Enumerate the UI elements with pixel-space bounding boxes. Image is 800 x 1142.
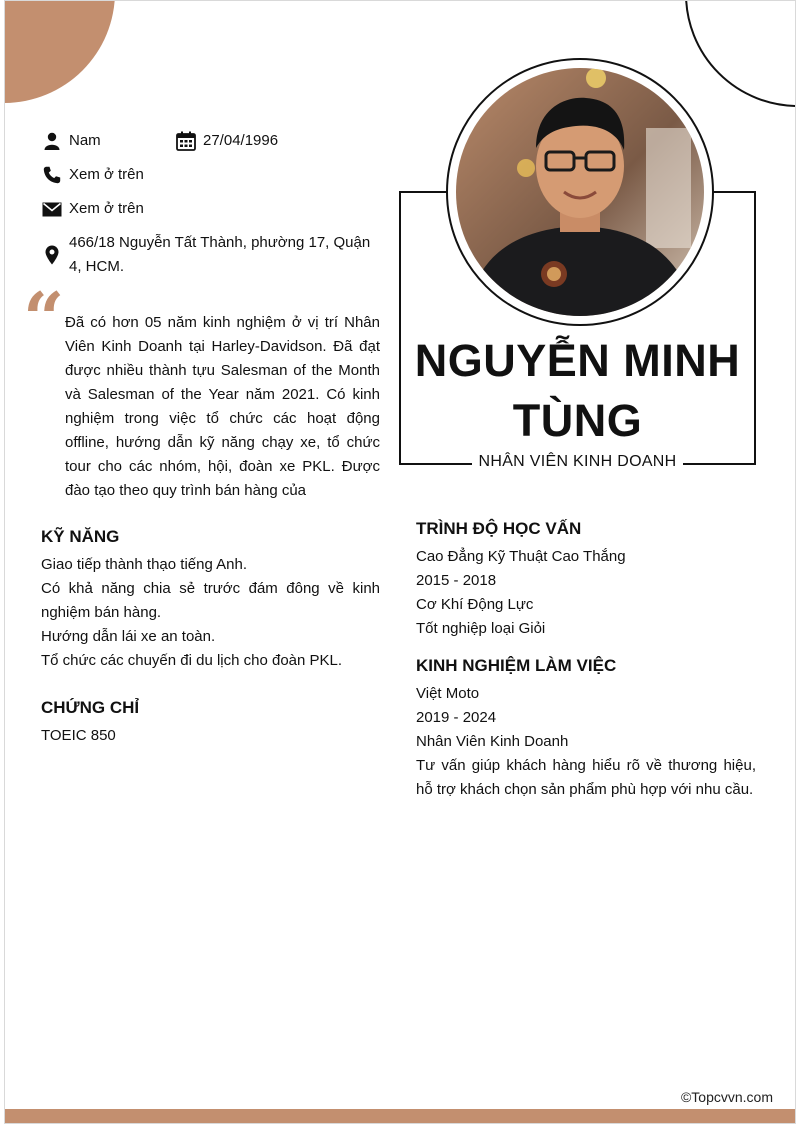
address-text: 466/18 Nguyễn Tất Thành, phường 17, Quận 4, HCM. — [69, 234, 371, 275]
experience-details — [416, 682, 756, 802]
school-name: Cao Đẳng Kỹ Thuật Cao Thắng — [416, 548, 626, 565]
list-item: Có khả năng chia sẻ trước đám đông về kinh nghiệm bán hàng. — [41, 580, 380, 621]
position-text: NHÂN VIÊN KINH DOANH — [472, 453, 682, 470]
experience-role: Nhân Viên Kinh Doanh — [416, 733, 569, 750]
list-item: Hướng dẫn lái xe an toàn. — [41, 628, 216, 645]
certificates-list — [41, 724, 380, 748]
phone-icon — [41, 163, 63, 187]
contact-gender — [41, 129, 101, 153]
contact-birthday — [175, 129, 278, 153]
experience-period: 2019 - 2024 — [416, 709, 497, 726]
avatar-frame — [446, 58, 714, 326]
experience-description: Tư vấn giúp khách hàng hiểu rõ về thương hiệu, hỗ trợ khách chọn sản phẩm phù hợp với nhu cầu. — [416, 757, 756, 798]
decorative-ring-top-right — [685, 0, 796, 107]
phone-text: Xem ở trên — [69, 166, 144, 183]
map-pin-icon — [41, 231, 63, 279]
contact-address — [41, 231, 381, 279]
quote-mark-icon: “ — [23, 276, 65, 361]
education-major: Cơ Khí Động Lực — [416, 596, 534, 613]
company-name: Việt Moto — [416, 685, 480, 702]
gender-text: Nam — [69, 132, 101, 149]
decorative-circle-top-left — [4, 0, 115, 103]
list-item: TOEIC 850 — [41, 727, 116, 744]
birthday-text: 27/04/1996 — [203, 132, 279, 149]
summary-text: Đã có hơn 05 năm kinh nghiệm ở vị trí Nhân Viên Kinh Doanh tại Harley-Davidson. Đã đạt được nhiều thành tựu Salesman of the Month và Salesman of the Year năm 2021. Có kinh nghiệm trong việc tổ chức các hoạt động offline, hướng dẫn kỹ năng chạy xe, tổ chức tour cho các nhóm, hội, đoàn xe PKL. Được đào tạo theo quy trình bán hàng của — [65, 314, 380, 499]
full-name: NGUYỄN MINH TÙNG — [414, 335, 741, 446]
contact-email — [41, 197, 144, 221]
calendar-icon — [175, 129, 197, 153]
avatar — [456, 68, 704, 316]
education-result: Tốt nghiệp loại Giỏi — [416, 620, 546, 637]
position-title — [399, 453, 756, 471]
skills-list — [41, 553, 380, 673]
envelope-icon — [41, 197, 63, 221]
person-icon — [41, 129, 63, 153]
bottom-accent-bar — [5, 1109, 795, 1123]
cv-page — [4, 0, 796, 1124]
certificates-title: CHỨNG CHỈ — [41, 698, 140, 717]
email-text: Xem ở trên — [69, 200, 144, 217]
list-item: Giao tiếp thành thạo tiếng Anh. — [41, 556, 247, 573]
copyright-text: ©Topcvvn.com — [680, 1089, 773, 1105]
list-item: Tổ chức các chuyến đi du lịch cho đoàn PKL. — [41, 652, 343, 669]
education-details — [416, 545, 756, 641]
experience-title: KINH NGHIỆM LÀM VIỆC — [416, 656, 617, 675]
contact-phone — [41, 163, 144, 187]
education-title: TRÌNH ĐỘ HỌC VẤN — [416, 519, 582, 538]
skills-title: KỸ NĂNG — [41, 527, 120, 546]
education-period: 2015 - 2018 — [416, 572, 497, 589]
